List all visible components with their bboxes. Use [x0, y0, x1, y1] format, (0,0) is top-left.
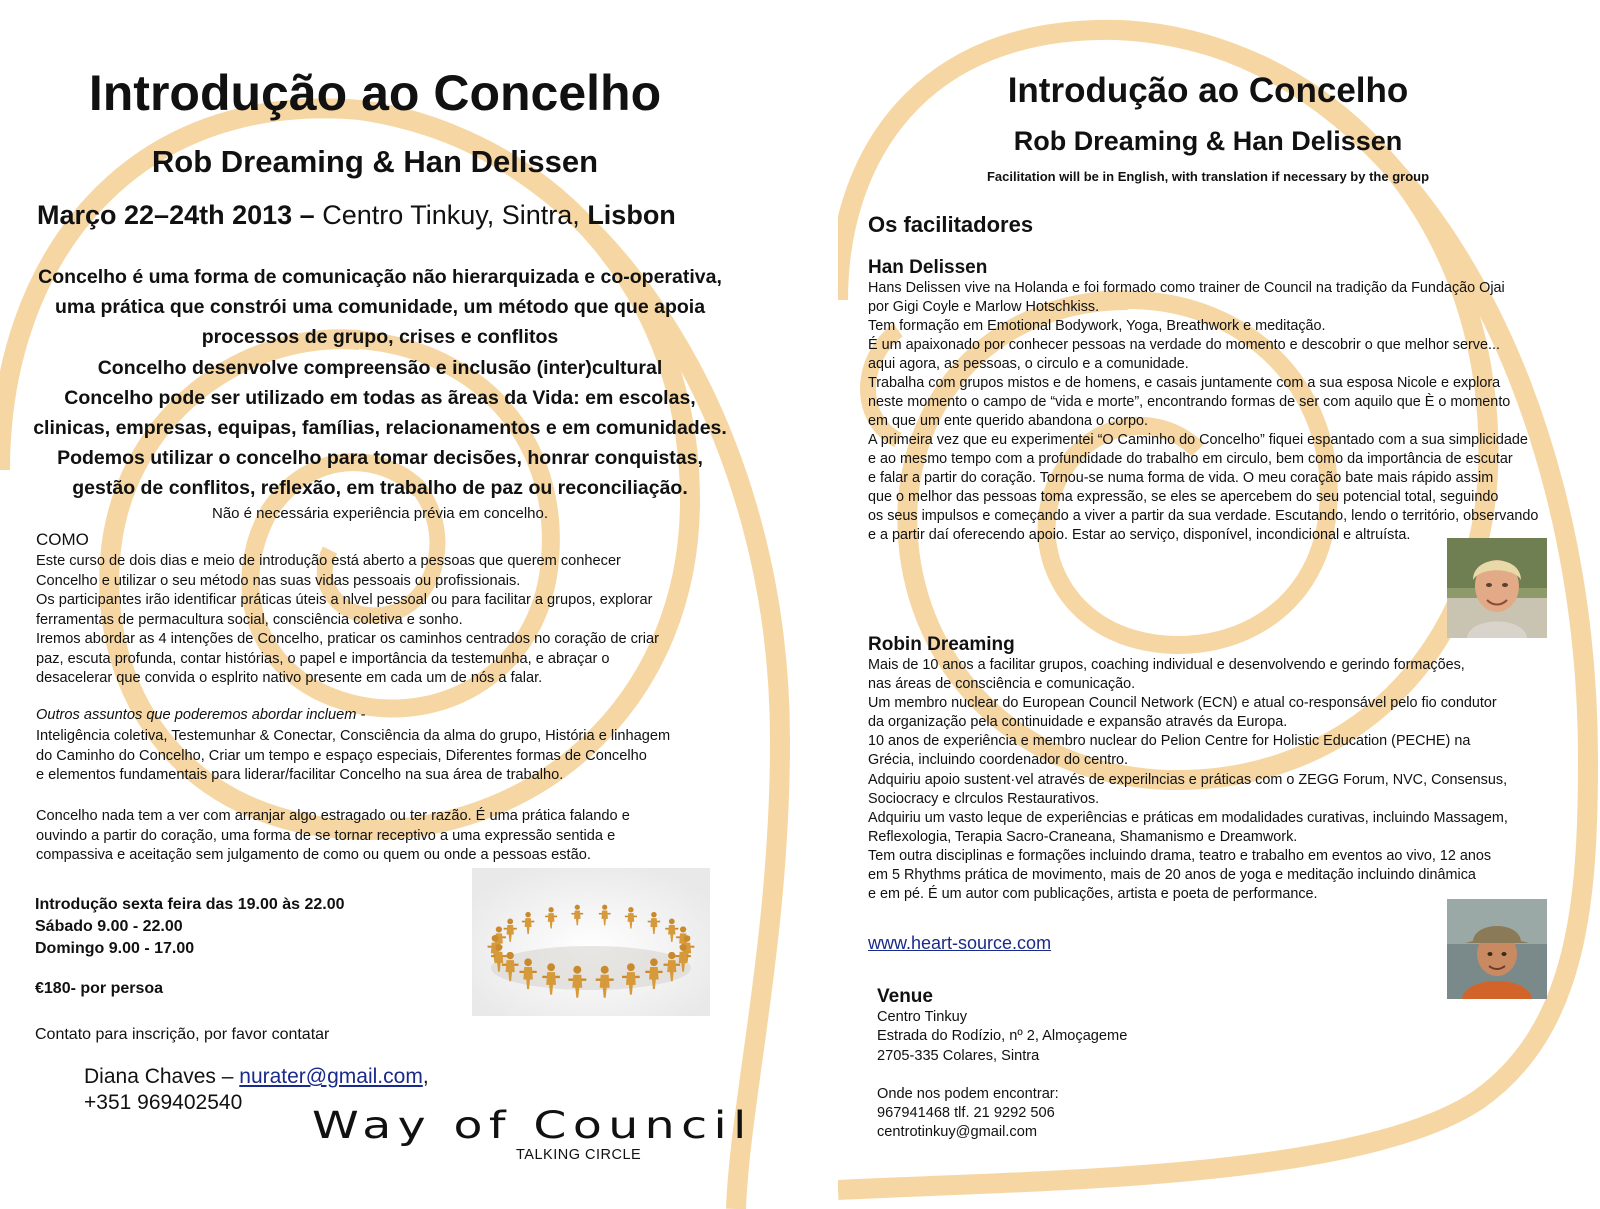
robin-bio-line: Adquiriu apoio sustent·vel através de experilncias e práticas com o ZEGG Forum, NVC, Consensus, [868, 771, 1508, 788]
intro-note: Não é necessária experiência prévia em concelho. [211, 505, 549, 522]
han-bio-line: aqui agora, as pessoas, o circulo e a comunidade. [868, 356, 1189, 372]
facilitators-subtitle: Rob Dreaming & Han Delissen [1013, 126, 1403, 156]
han-portrait-icon [1447, 538, 1547, 638]
contact-comma: , [422, 1065, 429, 1088]
como-line: Concelho e utilizar o seu método nas suas vidas pessoais ou profissionais. [36, 572, 521, 589]
han-bio-line: Tem formação em Emotional Bodywork, Yoga, Breathwork e meditação. [868, 318, 1326, 334]
page-title: Introdução ao Concelho [88, 65, 662, 121]
contact-email-link[interactable]: nurater@gmail.com [239, 1065, 423, 1088]
intro-line: Concelho pode ser utilizado em todas as ãreas da Vida: em escolas, [64, 386, 696, 409]
como-line: Este curso de dois dias e meio de introdução está aberto a pessoas que querem conhecer [36, 553, 621, 569]
han-bio-line: em que um ente querido abandona o corpo. [868, 413, 1149, 429]
venue-contact-line: Onde nos podem encontrar: [877, 1085, 1059, 1102]
como-line: Iremos abordar as 4 intenções de Concelho, praticar os caminhos centrados no coração de criar [36, 631, 659, 647]
robin-bio [868, 656, 1558, 904]
other-topics-line: Inteligência coletiva, Testemunhar & Conectar, Consciência da alma do grupo, História e linhagem [36, 728, 671, 744]
event-dates: Março 22–24th 2013 – [37, 200, 315, 230]
schedule-item: Sábado 9.00 - 22.00 [35, 918, 183, 935]
como-heading: COMO [36, 530, 89, 549]
facilitation-note: Facilitation will be in English, with translation if necessary by the group [986, 169, 1430, 184]
spacer [877, 1066, 1127, 1085]
intro-line: uma prática que constrói uma comunidade, um método que que apoia [54, 296, 706, 319]
como-line: ferramentas de permacultura social, consciência coletiva e sonho. [36, 611, 463, 628]
contact-name: Diana Chaves – [84, 1065, 240, 1088]
han-bio-line: neste momento o campo de “vida e morte”, encontrando formas de ser com aquilo que È o momento [868, 394, 1511, 410]
intro-line: gestão de conflitos, reflexão, em trabalho de paz ou reconciliação. [72, 477, 688, 500]
closing-line: compassiva e aceitação sem julgamento de como ou quem ou onde a pessoas estão. [36, 847, 591, 863]
robin-bio-line: da organização pela continuidade e expansão através da Europa. [868, 714, 1288, 731]
venue-line: Centro Tinkuy [877, 1009, 968, 1025]
intro-line: Concelho desenvolve compreensão e inclusão (inter)cultural [97, 356, 663, 379]
robin-bio-line: em 5 Rhythms prática de movimento, mais de 20 anos de yoga e meditação incluindo dinâmica [868, 867, 1476, 884]
robin-bio-line: 10 anos de experiência e membro nuclear do Pelion Centre for Holistic Education (PECHE) na [868, 733, 1471, 750]
contact-phone: +351 969402540 [84, 1091, 243, 1114]
han-bio-line: Trabalha com grupos mistos e de homens, e casais juntamente com a sua esposa Nicole e explora [868, 375, 1501, 391]
right-page [838, 0, 1600, 1209]
robin-portrait-photo [1447, 899, 1547, 999]
venue-details [877, 1008, 1127, 1143]
robin-bio-line: Mais de 10 anos a facilitar grupos, coaching individual e desenvolvendo e gerindo formações, [868, 657, 1465, 673]
intro-line: Concelho é uma forma de comunicação não hierarquizada e co-operativa, [38, 266, 722, 288]
facilitators-subtitle: Rob Dreaming & Han Delissen [151, 144, 599, 179]
robin-name: Robin Dreaming [868, 634, 1015, 655]
han-bio-line: por Gigi Coyle e Marlow Hotschkiss. [868, 299, 1100, 315]
han-bio-line: e ao mesmo tempo com a profundidade do trabalho em circulo, bem como da importância de escutar [868, 451, 1513, 467]
han-bio-line: os seus impulsos e começando a viver a partir da sua verdade. Escutando, lendo o território, observando [868, 508, 1539, 524]
page-title: Introdução ao Concelho [1007, 71, 1409, 110]
other-topics-paragraph [36, 727, 736, 786]
contact-note: Contato para inscrição, por favor contatar [35, 1026, 330, 1043]
intro-line: clinicas, empresas, equipas, famílias, relacionamentos e em comunidades. [33, 417, 727, 440]
robin-bio-line: Adquiriu um vasto leque de experiências e práticas em modalidades curativas, incluindo Massagem, [868, 809, 1508, 826]
website-link[interactable]: www.heart-source.com [868, 933, 1052, 953]
robin-bio-line: Reflexologia, Terapia Sacro-Craneana, Shamanismo e Dreamwork. [868, 828, 1298, 845]
han-name: Han Delissen [868, 257, 988, 278]
event-venue: Centro Tinkuy, Sintra, [314, 200, 588, 230]
venue-contact-line: 967941468 tlf. 21 9292 506 [877, 1105, 1055, 1122]
way-of-council-logo [312, 1104, 753, 1163]
como-line: desacelerar que convida o esplrito nativo presente em cada um de nós a falar. [36, 670, 543, 686]
robin-portrait-icon [1447, 899, 1547, 999]
people-circle-icon [472, 868, 710, 1016]
han-bio-line: É um apaixonado por conhecer pessoas na verdade do momento e descobrir o que melhor serve... [868, 337, 1500, 353]
han-bio-line: e falar a partir do coração. Tornou-se numa forma de vida. O meu coração bate mais rápido assim [868, 470, 1494, 486]
como-line: paz, escuta profunda, contar histórias, o papel e importância da testemunha, e abraçar o [36, 650, 610, 667]
venue-line: Estrada do Rodízio, nº 2, Almoçageme [877, 1028, 1128, 1045]
other-topics-line: e elementos fundamentais para liderar/facilitar Concelho na sua área de trabalho. [36, 767, 564, 783]
han-bio [868, 279, 1558, 545]
robin-bio-line: Tem outra disciplinas e formações incluindo drama, teatro e trabalho em eventos ao vivo, 12 anos [868, 847, 1492, 864]
people-circle-image [472, 868, 710, 1016]
han-bio-line: Hans Delissen vive na Holanda e foi formado como trainer de Council na tradição da Fundação Ojai [868, 280, 1505, 296]
venue-line: 2705-335 Colares, Sintra [877, 1047, 1040, 1064]
intro-paragraph [30, 262, 730, 504]
robin-bio-line: Sociocracy e clrculos Restaurativos. [868, 790, 1100, 807]
robin-bio-line: e em pé. É um autor com publicações, artista e poeta de performance. [868, 886, 1318, 903]
han-bio-line: que o melhor das pessoas toma expressão, se eles se apercebem do seu potencial total, seguindo [868, 489, 1499, 505]
venue-contact-line: centrotinkuy@gmail.com [877, 1124, 1037, 1141]
logo-wordmark: Way of Council [312, 1104, 753, 1147]
event-date-line [37, 200, 737, 231]
han-bio-line: A primeira vez que eu experimentei “O Caminho do Concelho” fiquei espantado com a sua simplicidade [868, 432, 1528, 448]
venue-heading: Venue [877, 986, 933, 1007]
schedule-item: Domingo 9.00 - 17.00 [35, 940, 195, 957]
closing-line: ouvindo a partir do coração, uma forma de se tornar receptivo a uma expressão sentida e [36, 827, 616, 844]
como-line: Os participantes irão identificar práticas úteis a nlvel pessoal ou para facilitar a grupos, explorar [36, 592, 653, 608]
section-heading: Os facilitadores [868, 212, 1034, 237]
intro-line: processos de grupo, crises e conflitos [201, 326, 559, 349]
robin-bio-line: Um membro nuclear do European Council Network (ECN) e atual co-responsável pelo fio condutor [868, 695, 1497, 712]
robin-bio-line: Grécia, incluindo coordenador do centro. [868, 752, 1128, 769]
other-topics-line: do Caminho do Concelho, Criar um tempo e espaço especiais, Diferentes formas de Concelho [36, 747, 647, 764]
logo-tagline: TALKING CIRCLE [516, 1147, 642, 1163]
intro-line: Podemos utilizar o concelho para tomar decisões, honrar conquistas, [57, 447, 703, 470]
closing-line: Concelho nada tem a ver com arranjar algo estragado ou ter razão. É uma prática falando e [36, 808, 630, 824]
schedule-item: Introdução sexta feira das 19.00 às 22.00 [35, 896, 345, 913]
han-portrait-photo [1447, 538, 1547, 638]
price: €180- por persoa [35, 980, 164, 997]
schedule-list [35, 894, 345, 960]
page-gutter [805, 0, 838, 1209]
han-bio-line: e a partir daí oferecendo apoio. Estar ao serviço, disponível, incondicional e altruísta. [868, 527, 1411, 543]
event-city: Lisbon [587, 200, 676, 230]
closing-paragraph [36, 807, 736, 866]
como-paragraph [36, 552, 736, 689]
other-topics-heading: Outros assuntos que poderemos abordar incluem - [36, 707, 366, 723]
robin-bio-line: nas áreas de consciência e comunicação. [868, 676, 1136, 693]
